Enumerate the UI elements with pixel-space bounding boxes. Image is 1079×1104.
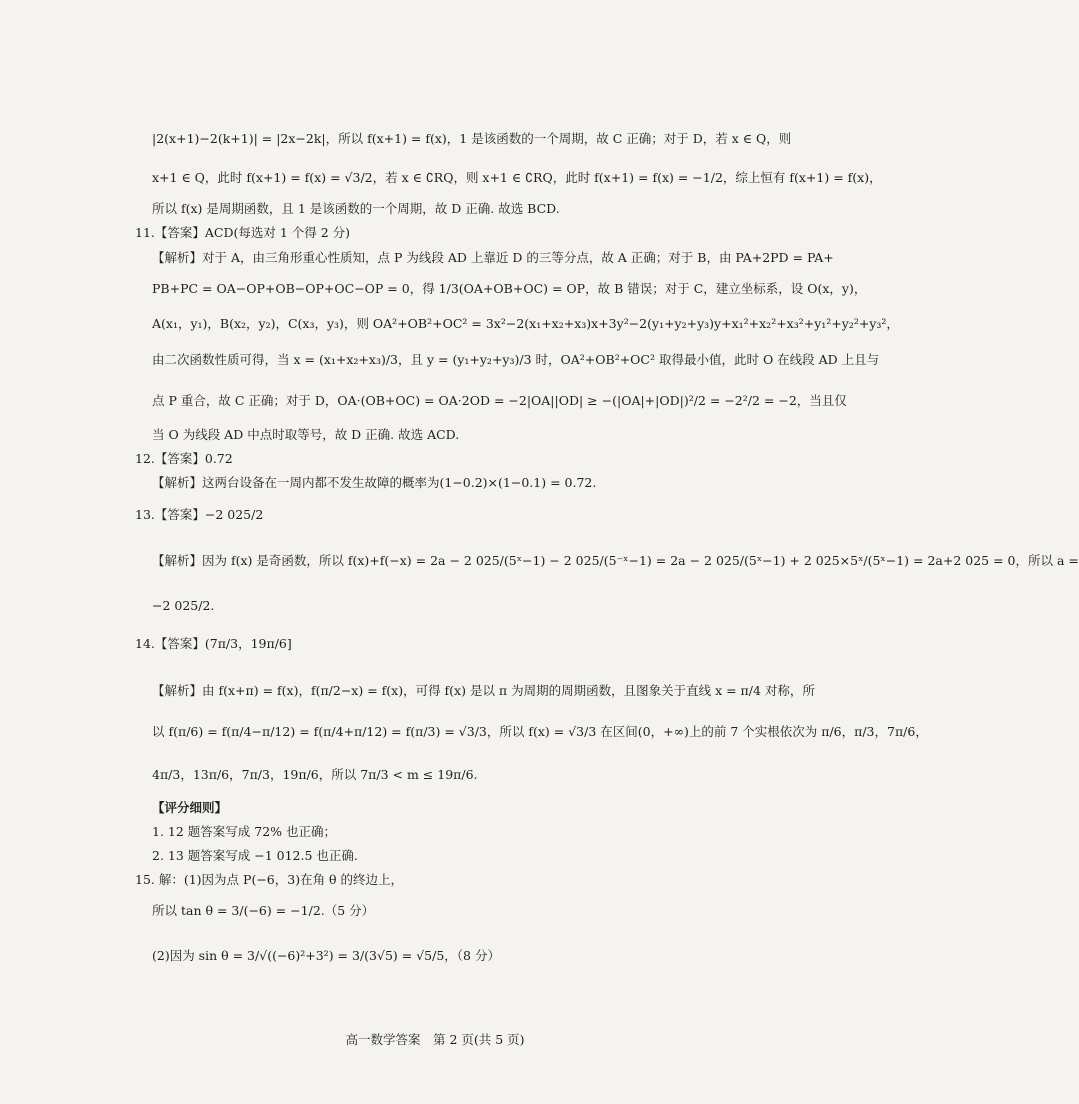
q11-analysis-3: A(x₁，y₁)，B(x₂，y₂)，C(x₃，y₃)，则 OA²+OB²+OC² = 3x²−2(x₁+x₂+x₃)x+3y²−2(y₁+y₂+y₃)y+x₁²+x₂²+x₃²+y₁²+y₂²+y₃²， — [152, 316, 899, 331]
q11-analysis-1: 【解析】对于 A，由三角形重心性质知，点 P 为线段 AD 上靠近 D 的三等分点，故 A 正确；对于 B，由 PA+2PD = PA+ — [152, 250, 834, 265]
q11-analysis-4: 由二次函数性质可得，当 x = (x₁+x₂+x₃)/3，且 y = (y₁+y₂+y₃)/3 时，OA²+OB²+OC² 取得最小值，此时 O 在线段 AD 上且与 — [152, 352, 880, 367]
q12-answer: 12.【答案】0.72 — [135, 451, 233, 466]
q13-analysis-1: 【解析】因为 f(x) 是奇函数，所以 f(x)+f(−x) = 2a − 2 025/(5ˣ−1) − 2 025/(5⁻ˣ−1) = 2a − 2 025/(5ˣ−1) + 2 025×5ˣ/(5ˣ−1) = 2a+2 025 = 0，所以 a = — [152, 553, 1079, 568]
grading-rules-heading: 【评分细则】 — [152, 800, 228, 815]
q11-analysis-5: 点 P 重合，故 C 正确；对于 D，OA·(OB+OC) = OA·2OD = −2|OA||OD| ≥ −(|OA|+|OD|)²/2 = −2²/2 = −2，当且仅 — [152, 393, 847, 408]
q11-answer: 11.【答案】ACD(每选对 1 个得 2 分) — [135, 225, 351, 240]
q15-solution-1: 15. 解：(1)因为点 P(−6，3)在角 θ 的终边上， — [135, 872, 404, 887]
q15-solution-2: 所以 tan θ = 3/(−6) = −1/2.（5 分） — [152, 903, 375, 918]
q13-answer: 13.【答案】−2 025/2 — [135, 507, 264, 522]
grading-rule-1: 1. 12 题答案写成 72% 也正确； — [152, 824, 337, 839]
page-footer: 高一数学答案 第 2 页(共 5 页) — [345, 1032, 525, 1047]
q13-analysis-2: −2 025/2. — [152, 598, 215, 613]
q12-analysis: 【解析】这两台设备在一周内都不发生故障的概率为(1−0.2)×(1−0.1) = 0.72. — [152, 475, 597, 490]
q14-analysis-1: 【解析】由 f(x+π) = f(x)，f(π/2−x) = f(x)，可得 f(x) 是以 π 为周期的周期函数，且图象关于直线 x = π/4 对称，所 — [152, 683, 815, 698]
text-line-3: 所以 f(x) 是周期函数，且 1 是该函数的一个周期，故 D 正确. 故选 BCD. — [152, 201, 560, 216]
grading-rule-2: 2. 13 题答案写成 −1 012.5 也正确. — [152, 848, 358, 863]
text-line-1: |2(x+1)−2(k+1)| = |2x−2k|，所以 f(x+1) = f(x)，1 是该函数的一个周期，故 C 正确；对于 D，若 x ∈ Q，则 — [152, 131, 792, 146]
q11-analysis-2: PB+PC = OA−OP+OB−OP+OC−OP = 0，得 1/3(OA+OB+OC) = OP，故 B 错误；对于 C，建立坐标系，设 O(x，y)， — [152, 281, 867, 296]
text-line-2: x+1 ∈ Q，此时 f(x+1) = f(x) = √3/2，若 x ∈ ∁RQ，则 x+1 ∈ ∁RQ，此时 f(x+1) = f(x) = −1/2，综上恒有 f(x+1) = f(x)， — [152, 170, 882, 185]
q15-solution-3: (2)因为 sin θ = 3/√((−6)²+3²) = 3/(3√5) = √5/5，（8 分） — [152, 948, 500, 963]
q14-analysis-2: 以 f(π/6) = f(π/4−π/12) = f(π/4+π/12) = f(π/3) = √3/3，所以 f(x) = √3/3 在区间(0，+∞)上的前 7 个实根依次为 π/6，π/3，7π/6， — [152, 724, 928, 739]
q11-analysis-6: 当 O 为线段 AD 中点时取等号，故 D 正确. 故选 ACD. — [152, 427, 460, 442]
q14-answer: 14.【答案】(7π/3，19π/6] — [135, 636, 292, 651]
q14-analysis-3: 4π/3，13π/6，7π/3，19π/6，所以 7π/3 < m ≤ 19π/6. — [152, 767, 478, 782]
